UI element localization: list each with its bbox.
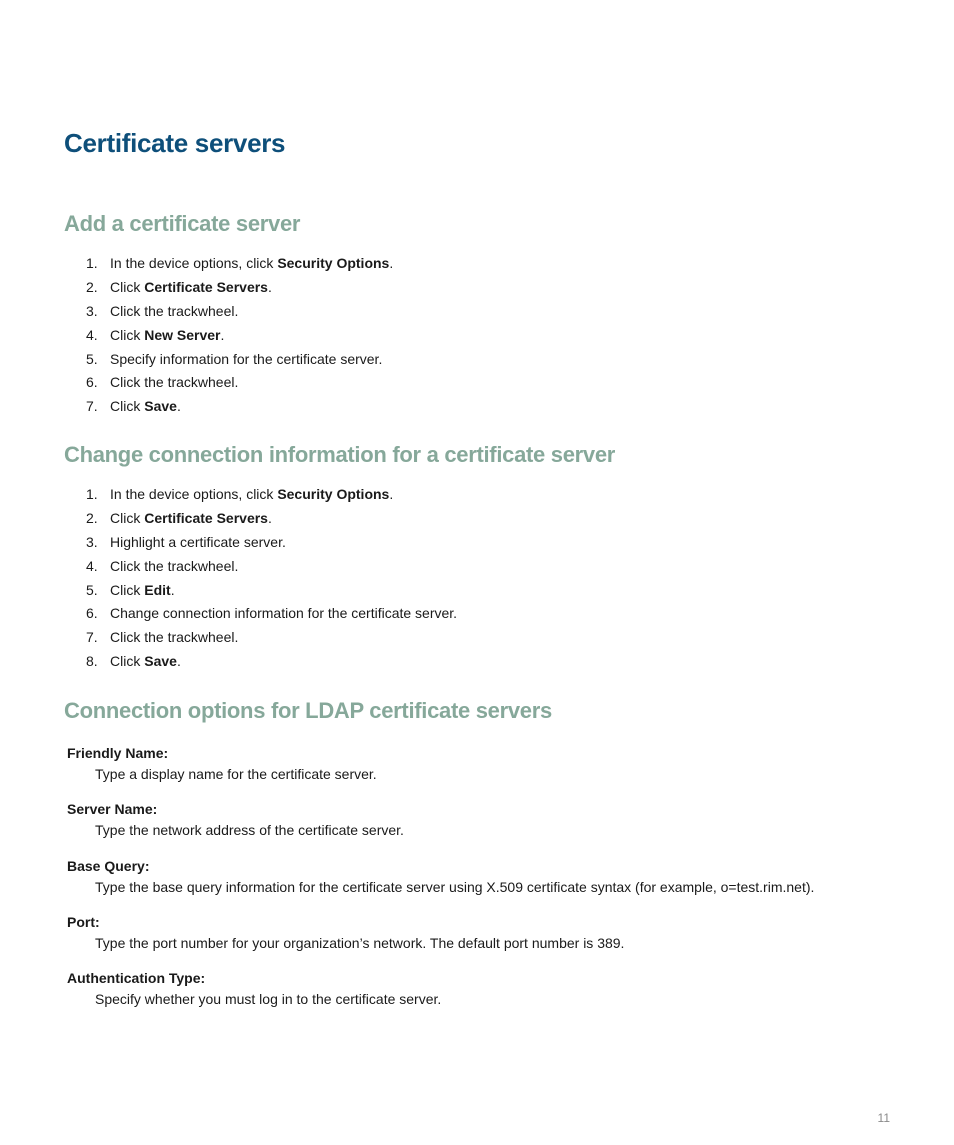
step-number: 7. bbox=[86, 629, 98, 646]
step-text: Click Save. bbox=[110, 398, 181, 415]
step-text: Click Edit. bbox=[110, 581, 175, 598]
step-number: 3. bbox=[86, 533, 98, 550]
step-number: 1. bbox=[86, 486, 98, 502]
option-term: Friendly Name: bbox=[67, 745, 169, 761]
page-number: 11 bbox=[877, 1111, 890, 1125]
option-description: Type the network address of the certificate server. bbox=[95, 822, 404, 839]
step-text: Click the trackwheel. bbox=[110, 557, 239, 574]
step-number: 8. bbox=[86, 653, 98, 670]
step-text: Click the trackwheel. bbox=[110, 629, 239, 646]
definition-item bbox=[67, 857, 927, 913]
step-text: Click New Server. bbox=[110, 326, 225, 343]
definition-item bbox=[67, 969, 927, 1025]
step-number: 1. bbox=[86, 255, 98, 271]
step-text: Change connection information for the certificate server. bbox=[110, 605, 458, 622]
step-number: 6. bbox=[86, 374, 98, 391]
option-description: Type the port number for your organization’s network. The default port number is 389. bbox=[95, 934, 625, 951]
definition-item bbox=[67, 800, 927, 856]
step-text: Specify information for the certificate server. bbox=[110, 350, 383, 367]
step-text: In the device options, click Security Options. bbox=[110, 255, 394, 271]
section-heading-ldap-options: Connection options for LDAP certificate servers bbox=[64, 698, 552, 723]
step-number: 6. bbox=[86, 605, 98, 622]
step-text: Click Save. bbox=[110, 653, 181, 670]
step-number: 2. bbox=[86, 278, 98, 295]
step-number: 2. bbox=[86, 509, 98, 526]
definition-item bbox=[67, 744, 927, 800]
step-number: 5. bbox=[86, 350, 98, 367]
step-text: Highlight a certificate server. bbox=[110, 533, 286, 550]
definition-item bbox=[67, 913, 927, 969]
step-number: 5. bbox=[86, 581, 98, 598]
section-heading-add-server: Add a certificate server bbox=[64, 211, 301, 236]
option-description: Specify whether you must log in to the certificate server. bbox=[95, 991, 442, 1008]
section-heading-change-connection: Change connection information for a certificate server bbox=[64, 442, 616, 467]
ldap-options-list bbox=[67, 744, 927, 1025]
option-term: Authentication Type: bbox=[67, 970, 206, 987]
option-description: Type the base query information for the certificate server using X.509 certificate syntax (for example, o=test.rim.net). bbox=[95, 878, 815, 895]
step-text: Click Certificate Servers. bbox=[110, 509, 272, 526]
step-number: 4. bbox=[86, 557, 98, 574]
step-number: 7. bbox=[86, 398, 98, 415]
step-number: 4. bbox=[86, 326, 98, 343]
option-description: Type a display name for the certificate server. bbox=[95, 766, 377, 782]
option-term: Base Query: bbox=[67, 857, 150, 874]
step-text: Click the trackwheel. bbox=[110, 374, 239, 391]
option-term: Port: bbox=[67, 913, 100, 930]
step-number: 3. bbox=[86, 302, 98, 319]
step-text: In the device options, click Security Options. bbox=[110, 486, 394, 502]
step-text: Click the trackwheel. bbox=[110, 302, 239, 319]
page-title: Certificate servers bbox=[64, 128, 286, 158]
step-text: Click Certificate Servers. bbox=[110, 278, 272, 295]
option-term: Server Name: bbox=[67, 801, 158, 818]
